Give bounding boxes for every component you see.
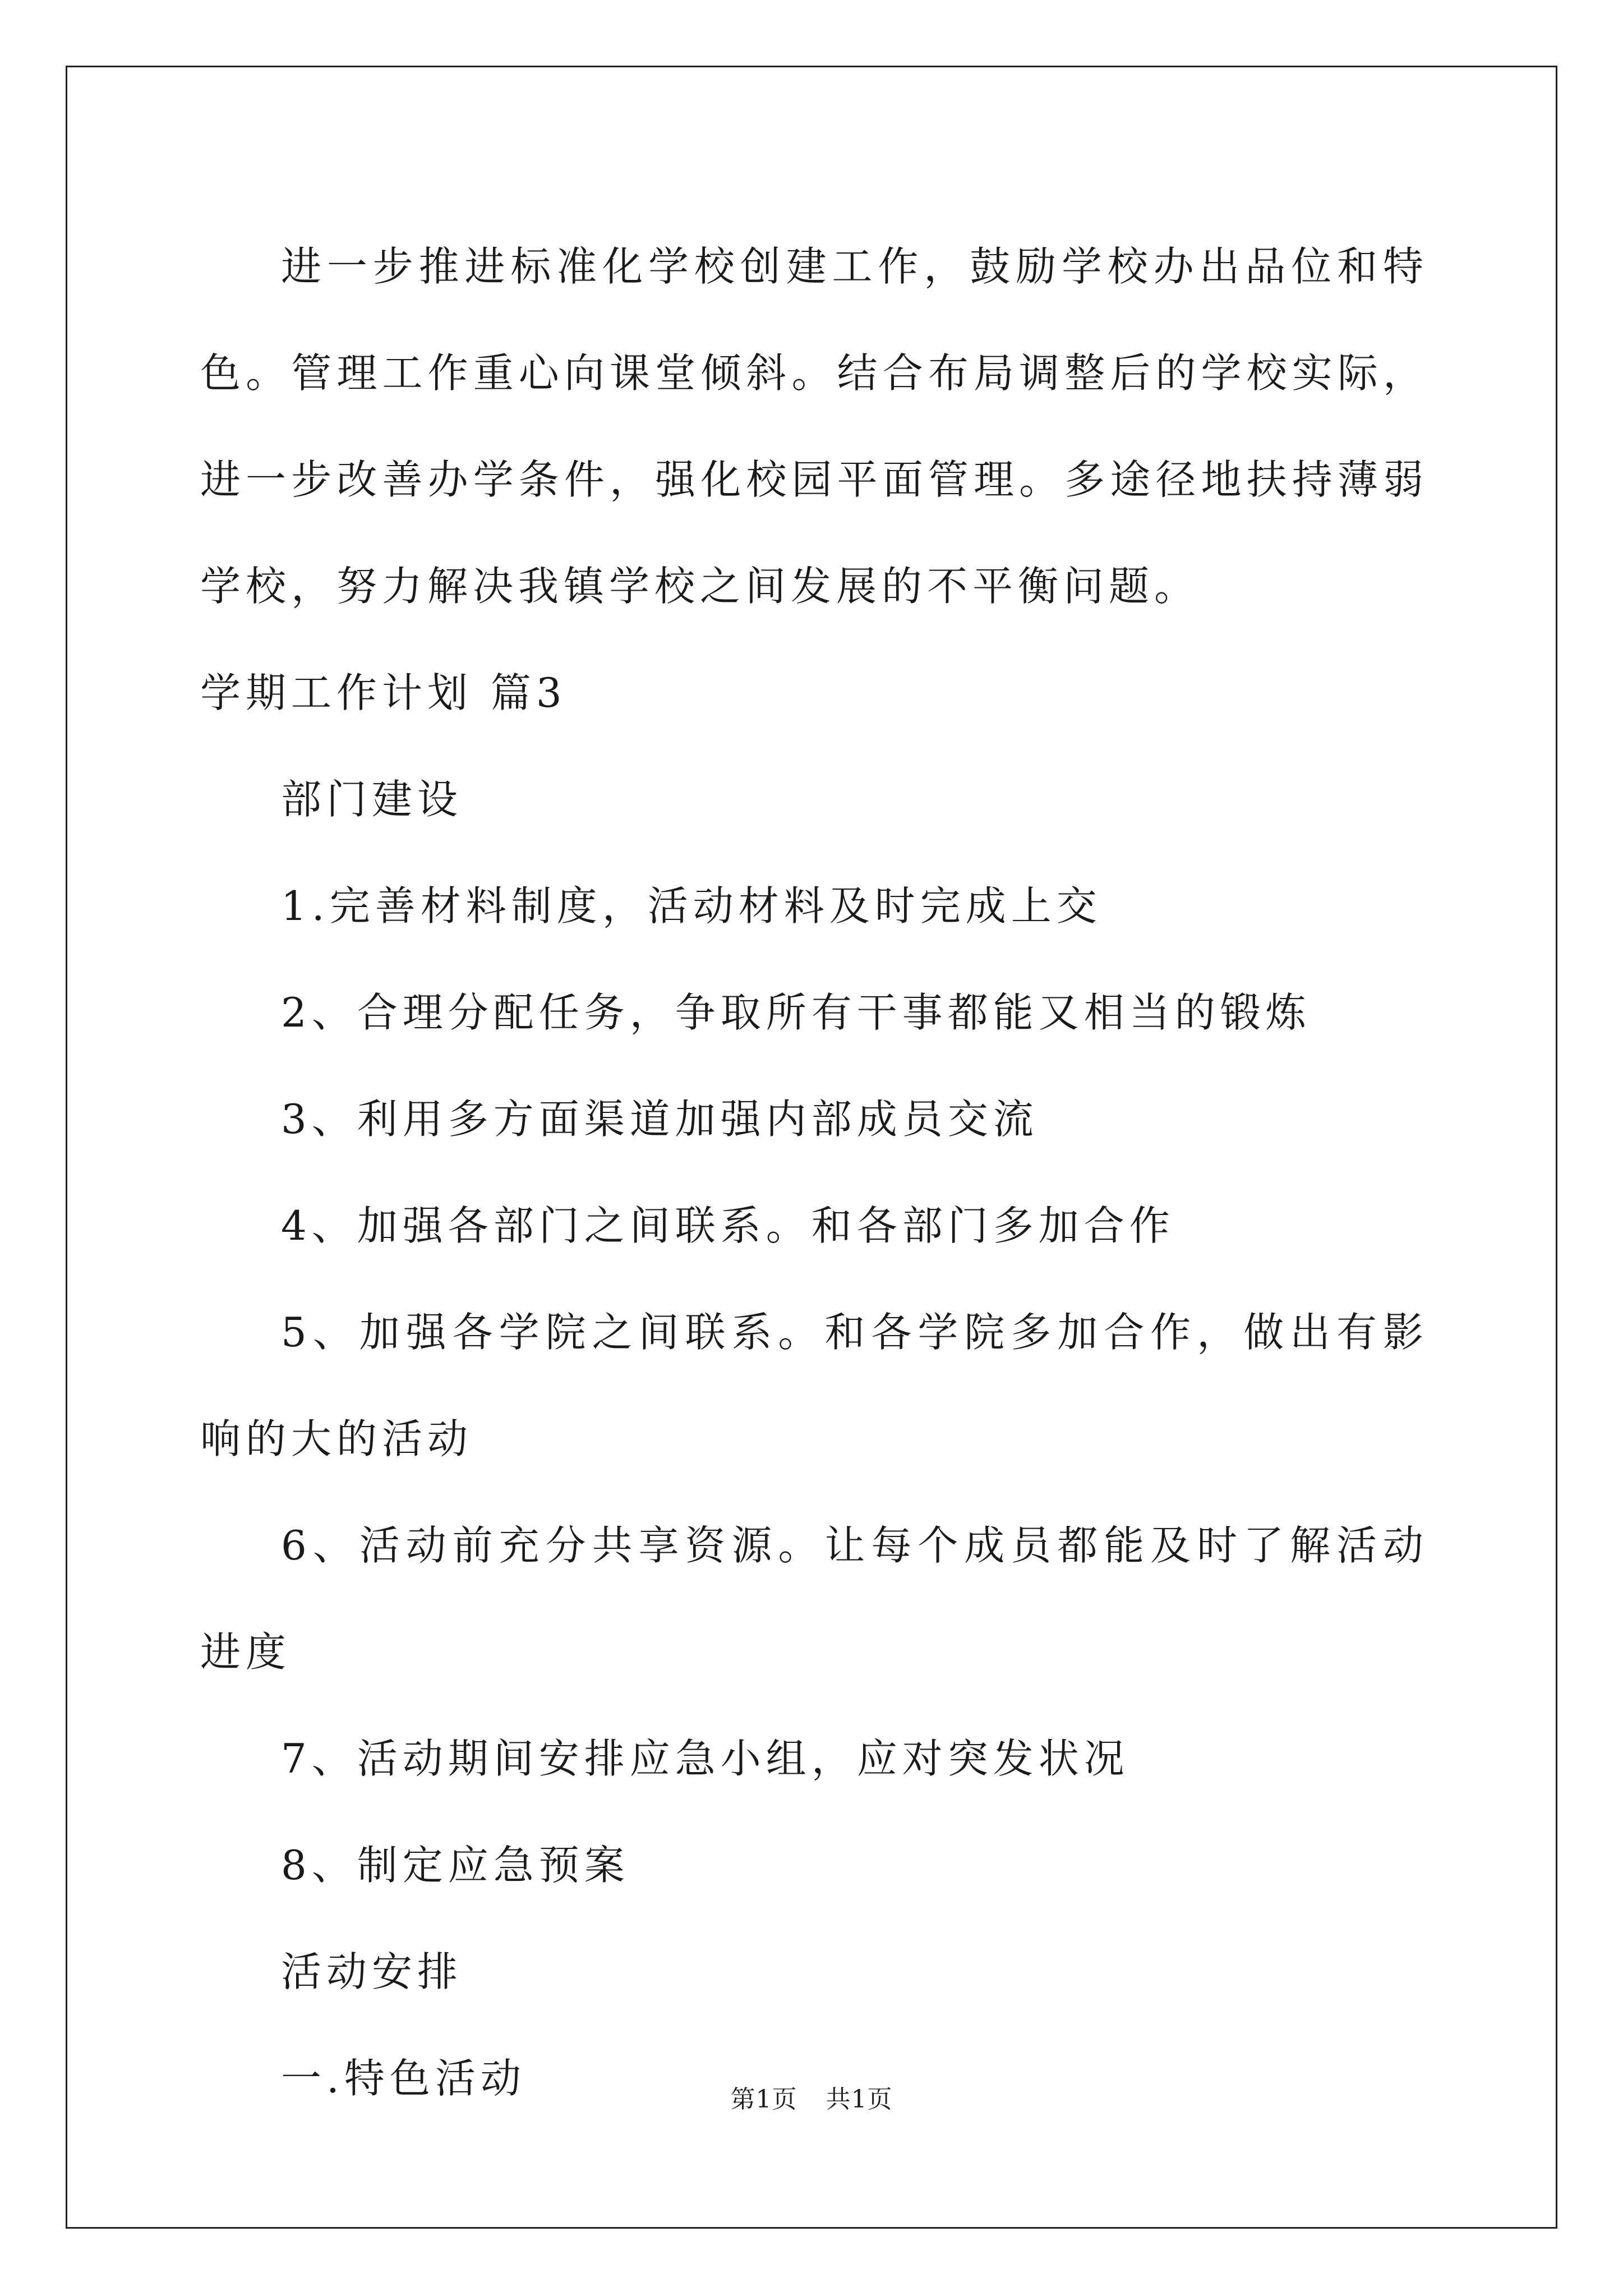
list-item: 6、活动前充分共享资源。让每个成员都能及时了解活动进度 — [200, 1522, 1428, 1676]
paragraph-intro: 进一步推进标准化学校创建工作，鼓励学校办出品位和特色。管理工作重心向课堂倾斜。结合布局调整后的学校实际，进一步改善办学条件，强化校园平面管理。多途径地扶持薄弱学校，努力解决我镇学校之间发展的不平衡问题。 — [200, 243, 1428, 610]
list-item: 5、加强各学院之间联系。和各学院多加合作，做出有影响的大的活动 — [200, 1309, 1428, 1462]
page-footer — [0, 2079, 1623, 2115]
list-item: 4、加强各部门之间联系。和各部门多加合作 — [281, 1202, 1175, 1249]
page-number: 第1页 — [730, 2085, 797, 2114]
document-body — [200, 213, 1428, 2132]
section-heading: 学期工作计划 篇3 — [200, 669, 567, 716]
subheading-activities: 活动安排 — [281, 1948, 463, 1995]
page-total: 共1页 — [826, 2085, 893, 2114]
list-item: 2、合理分配任务，争取所有干事都能又相当的锻炼 — [281, 989, 1311, 1036]
list-item: 7、活动期间安排应急小组，应对突发状况 — [281, 1735, 1129, 1782]
list-item: 8、制定应急预案 — [281, 1842, 630, 1889]
subheading-department: 部门建设 — [281, 776, 463, 823]
list-item: 一.特色活动 — [281, 2055, 526, 2102]
list-item: 1.完善材料制度，活动材料及时完成上交 — [281, 882, 1102, 930]
list-item: 3、利用多方面渠道加强内部成员交流 — [281, 1096, 1039, 1143]
